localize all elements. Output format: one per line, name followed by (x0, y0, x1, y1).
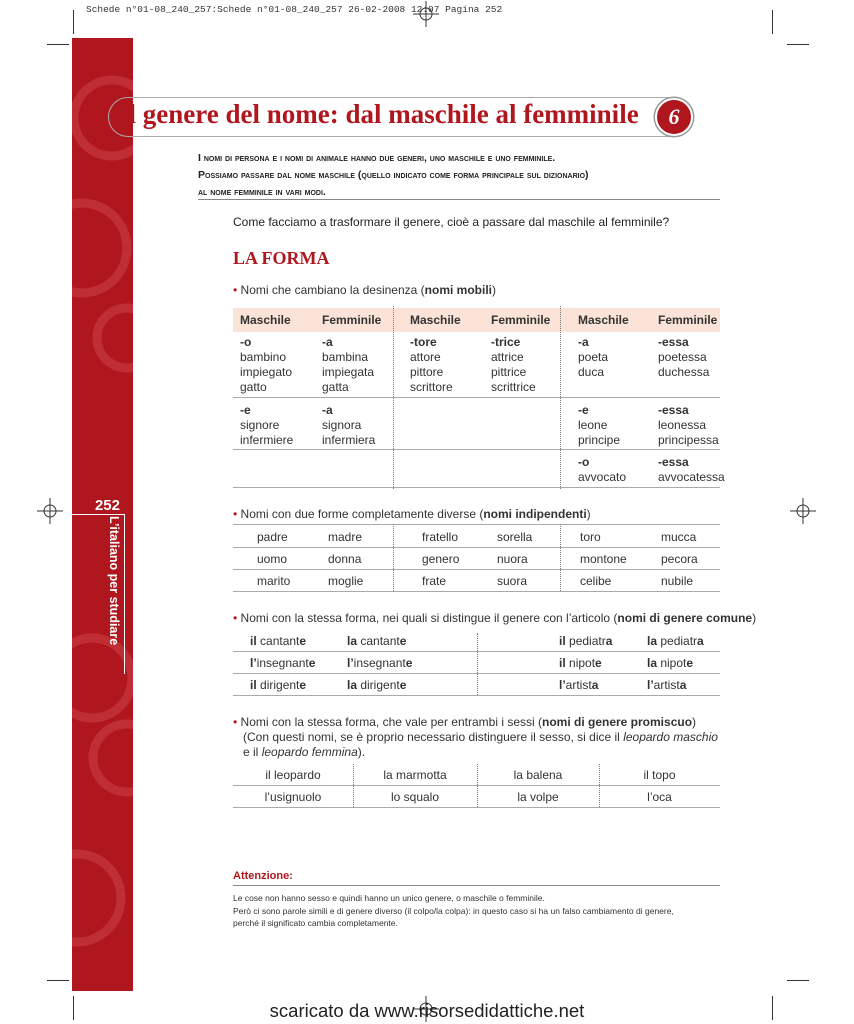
guiding-question: Come facciamo a trasformare il genere, cioè a passare dal maschile al femminile? (233, 215, 670, 229)
ending: e (308, 656, 316, 670)
registration-mark-icon (790, 498, 816, 524)
divider (72, 514, 124, 515)
bullet-text: ) (692, 715, 697, 729)
ending: e (399, 678, 407, 692)
crop-mark (787, 980, 809, 981)
article: il (559, 656, 570, 670)
note-text: perché il significato cambia completamente. (233, 918, 398, 928)
table-cell: l’oca (647, 790, 672, 804)
intro-line: I nomi di persona e i nomi di animale hanno due generi, uno maschile e uno femminile. (198, 152, 556, 164)
bullet-text: ). (357, 745, 366, 759)
column-divider (560, 524, 561, 591)
ending: e (299, 678, 307, 692)
row-divider (233, 547, 720, 548)
table-cell: lo squalo (390, 790, 440, 804)
table-cell (647, 656, 693, 671)
table-header-row (233, 308, 720, 332)
table-cell (347, 656, 412, 671)
bullet-text: ) (492, 283, 496, 297)
row-divider (233, 524, 720, 525)
bullet-text: Nomi con la stessa forma, che vale per entrambi i sessi ( (240, 715, 542, 729)
crop-mark (787, 44, 809, 45)
column-header: Femminile (491, 313, 551, 327)
ending: e (399, 634, 407, 648)
crop-mark (772, 10, 773, 34)
column-divider (477, 633, 478, 695)
table-cell (347, 678, 406, 693)
table-cell: la marmotta (383, 768, 447, 782)
divider (233, 885, 720, 886)
table-cell: frate (422, 574, 447, 588)
page-title: Il genere del nome: dal maschile al femminile (118, 99, 639, 129)
table-cell: suora (497, 574, 528, 588)
page-number: 252 (94, 497, 120, 514)
column-divider (393, 524, 394, 591)
crop-mark (47, 980, 69, 981)
article: l’ (250, 656, 257, 670)
table-cell: -o bambino impiegato gatto (240, 335, 293, 394)
table-cell: moglie (328, 574, 364, 588)
article: il (250, 634, 261, 648)
stem: nipot (569, 656, 596, 670)
stem: insegnant (353, 656, 406, 670)
ending: a (605, 634, 613, 648)
bullet-indipendenti: • Nomi con due forme completamente diverse (nomi indipendenti) (233, 507, 591, 521)
stem: nipot (660, 656, 687, 670)
row-divider (233, 695, 720, 696)
ending: a (697, 634, 704, 648)
example: leopardo maschio (623, 730, 718, 744)
table-cell: l’usignuolo (264, 790, 322, 804)
column-header: Maschile (410, 313, 461, 327)
table-cell: il leopardo (265, 768, 321, 782)
table-cell: -essa leonessa principessa (658, 403, 719, 447)
article: la (347, 678, 361, 692)
row-divider (233, 807, 720, 808)
registration-mark-icon (37, 498, 63, 524)
table-cell: -trice attrice pittrice scrittrice (491, 335, 536, 394)
bullet-text: (Con questi nomi, se è proprio necessario distinguere il sesso, si dice il (243, 730, 624, 744)
table-cell (559, 634, 612, 649)
intro-text (198, 150, 720, 201)
stem: dirigent (260, 678, 300, 692)
term: nomi di genere comune (617, 611, 753, 625)
table-cell: padre (257, 530, 288, 544)
table-cell (250, 678, 306, 693)
table-cell: la balena (513, 768, 563, 782)
table-cell: -tore attore pittore scrittore (410, 335, 453, 394)
table-cell: il topo (643, 768, 676, 782)
bullet-text: Nomi con la stessa forma, nei quali si distingue il genere con l’articolo ( (240, 611, 618, 625)
article: la (347, 634, 361, 648)
ending: e (405, 656, 413, 670)
table-cell: -o avvocato (578, 455, 627, 484)
stem: pediatr (660, 634, 698, 648)
row-divider (233, 591, 720, 592)
book-title: L’italiano per studiare (107, 516, 121, 646)
note-text: Però ci sono parole simili e di genere diverso (il colpo/la colpa): in questo caso si ha un falso cambiamento di genere, (233, 906, 674, 916)
divider (124, 514, 125, 674)
table-cell: -essa poetessa duchessa (658, 335, 710, 379)
ending: e (686, 656, 694, 670)
footer-source: scaricato da www.risorsedidattiche.net (269, 1000, 585, 1021)
table-cell: mucca (661, 530, 697, 544)
table-cell: celibe (580, 574, 612, 588)
table-cell (647, 634, 704, 649)
term: nomi di genere promiscuo (542, 715, 693, 729)
table-cell: sorella (497, 530, 533, 544)
table-cell: -e leone principe (578, 403, 621, 447)
stem: artist (653, 678, 680, 692)
table-cell: -a bambina impiegata gatta (322, 335, 375, 394)
stem: artist (565, 678, 592, 692)
ending: a (591, 678, 599, 692)
bullet-comune: • Nomi con la stessa forma, nei quali si distingue il genere con l’articolo (nomi di genere comune) (233, 611, 757, 625)
crop-mark (73, 10, 74, 34)
table-cell: montone (580, 552, 627, 566)
intro-line: Possiamo passare dal nome maschile (quello indicato come forma principale sul dizionario) (198, 169, 589, 181)
table-cell (647, 678, 686, 693)
row-divider (233, 487, 720, 488)
table-cell: genero (422, 552, 460, 566)
table-cell: -essa avvocatessa (658, 455, 725, 484)
column-header: Maschile (240, 313, 291, 327)
table-cell (250, 656, 315, 671)
ending: e (595, 656, 602, 670)
bullet-text: Nomi che cambiano la desinenza ( (240, 283, 425, 297)
note-text: Le cose non hanno sesso e quindi hanno un unico genere, o maschile o femminile. (233, 893, 545, 903)
bullet-text: e il (243, 745, 262, 759)
divider (198, 199, 720, 200)
chapter-badge: 6 (655, 98, 693, 136)
table-cell: madre (328, 530, 363, 544)
example: leopardo femmina (261, 745, 358, 759)
article: l’ (647, 678, 654, 692)
table-cell: -a poeta duca (578, 335, 609, 379)
article: l’ (347, 656, 354, 670)
table-cell (347, 634, 406, 649)
table-cell (559, 656, 602, 671)
column-header: Femminile (322, 313, 382, 327)
table-cell: -e signore infermiere (240, 403, 294, 447)
bullet-mobili: • Nomi che cambiano la desinenza (nomi mobili) (233, 283, 496, 297)
column-divider (393, 306, 394, 489)
column-header: Femminile (658, 313, 718, 327)
intro-line: al nome femminile in vari modi. (198, 186, 326, 198)
table-cell: la volpe (517, 790, 559, 804)
bullet-text: ) (752, 611, 757, 625)
term: nomi mobili (424, 283, 492, 297)
section-heading: LA FORMA (233, 248, 330, 268)
stem: insegnant (256, 656, 309, 670)
stem: dirigent (360, 678, 400, 692)
article: la (647, 656, 661, 670)
row-divider (233, 397, 720, 398)
article: il (559, 634, 570, 648)
table-cell (559, 678, 598, 693)
table-cell: -a signora infermiera (322, 403, 376, 447)
note-heading: Attenzione: (233, 870, 293, 882)
ending: a (679, 678, 687, 692)
term: nomi indipendenti (483, 507, 587, 521)
crop-mark (47, 44, 69, 45)
table-cell: marito (257, 574, 291, 588)
stem: pediatr (569, 634, 606, 648)
column-divider (560, 306, 561, 489)
print-slug: Schede n°01-08_240_257:Schede n°01-08_240_257 26-02-2008 12:07 Pagina 252 (86, 4, 503, 15)
bullet-text: Nomi con due forme completamente diverse ( (240, 507, 484, 521)
stem: cantant (260, 634, 300, 648)
table-cell (250, 634, 306, 649)
table-cell: nubile (661, 574, 694, 588)
registration-mark-icon (413, 1, 439, 27)
table-cell: pecora (661, 552, 698, 566)
table-cell: uomo (257, 552, 288, 566)
table-cell: toro (580, 530, 601, 544)
bullet-text: ) (586, 507, 591, 521)
bullet-promiscuo: • Nomi con la stessa forma, che vale per entrambi i sessi (nomi di genere promiscuo) (Con questi nomi, se è proprio necessario distinguere il sesso, si dice il leopardo maschio e il leopardo femmina). (233, 715, 718, 759)
ending: e (299, 634, 307, 648)
stem: cantant (360, 634, 400, 648)
article: la (647, 634, 661, 648)
table-cell: fratello (422, 530, 459, 544)
row-divider (233, 449, 720, 450)
article: l’ (559, 678, 566, 692)
column-header: Maschile (578, 313, 629, 327)
table-cell: donna (328, 552, 362, 566)
row-divider (233, 569, 720, 570)
table-cell: nuora (497, 552, 528, 566)
article: il (250, 678, 261, 692)
